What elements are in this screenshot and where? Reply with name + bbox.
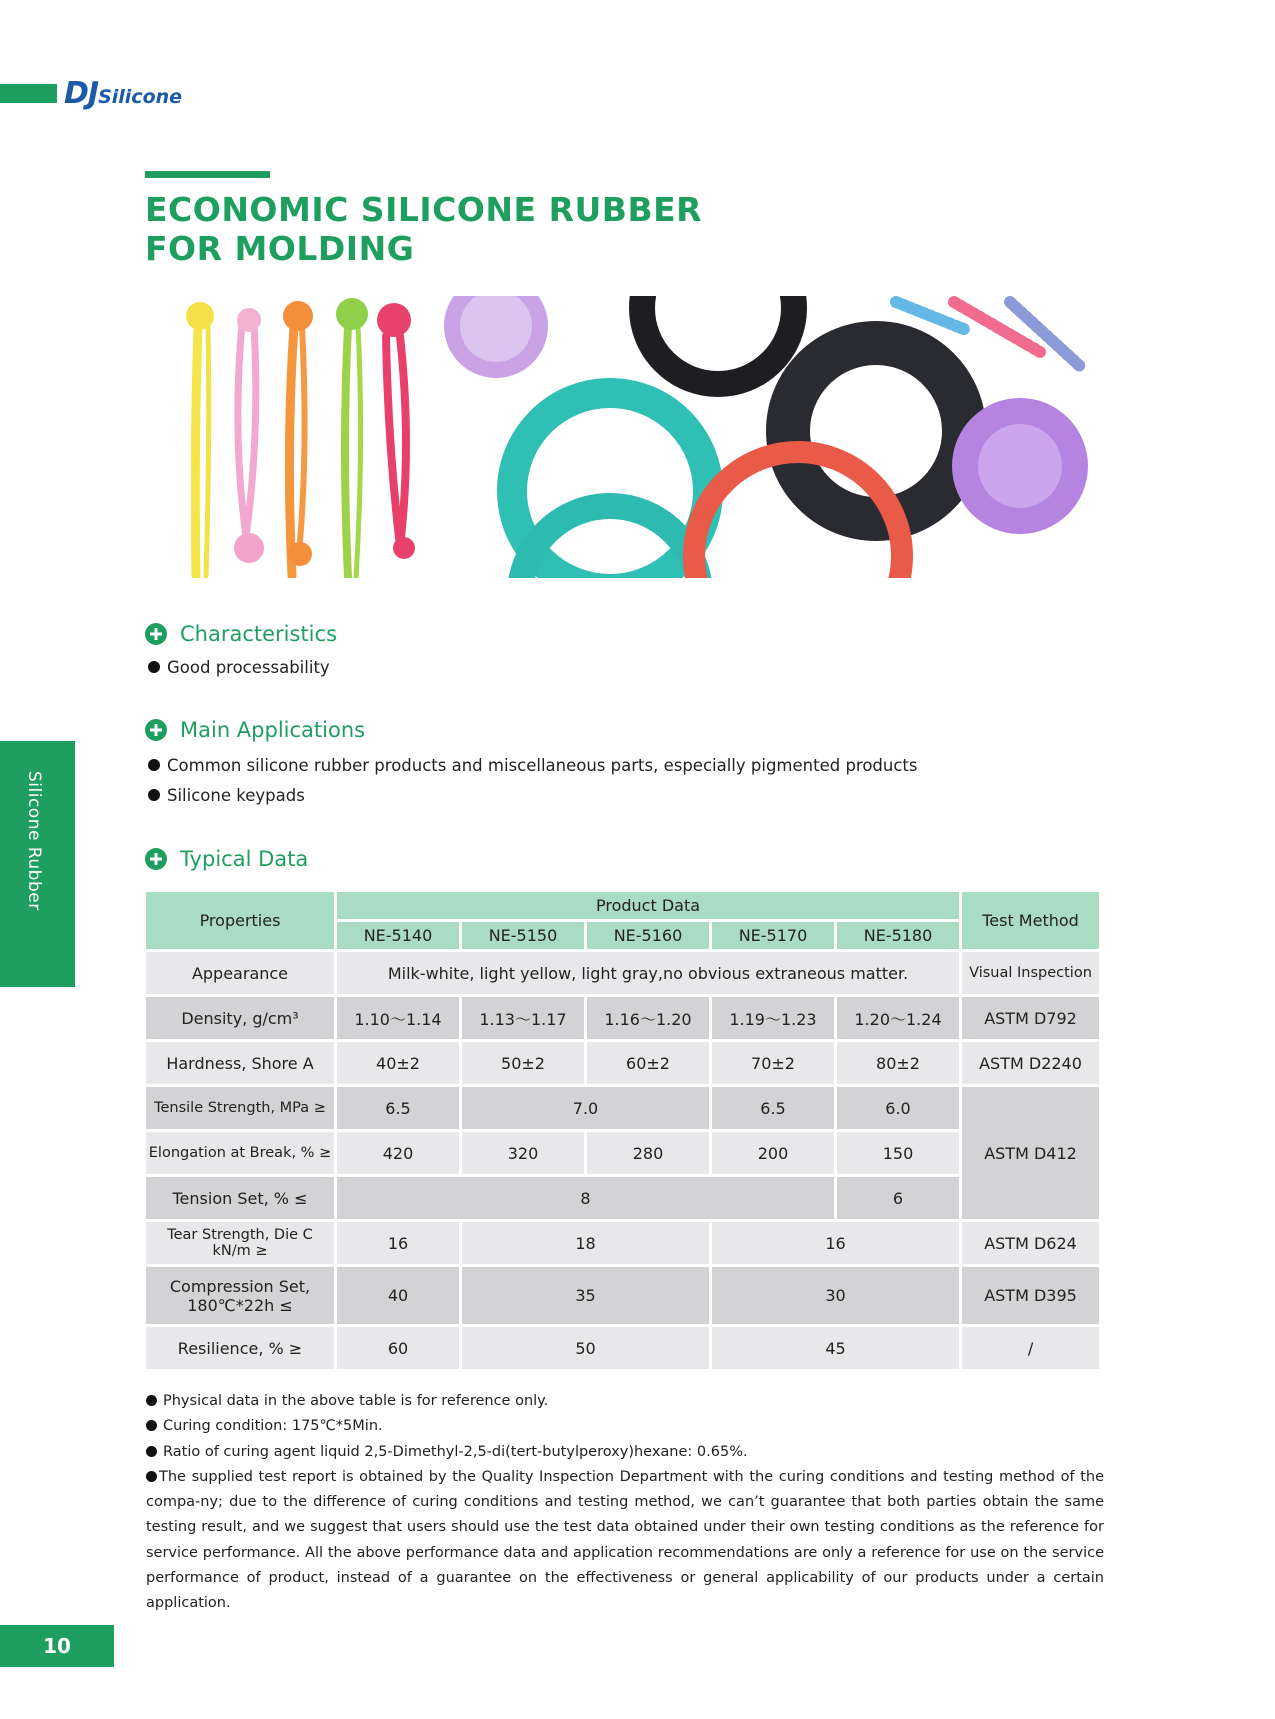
company-logo: DJSilicone (64, 76, 183, 111)
row-label: Tensile Strength, MPa ≥ (146, 1087, 334, 1129)
typical-data-heading: Typical Data (145, 847, 308, 871)
cell: 420 (337, 1132, 459, 1174)
table-row (146, 997, 1099, 1039)
cell: 40±2 (337, 1042, 459, 1084)
bullet-icon (146, 1395, 157, 1406)
row-label-line2: 180℃*22h ≤ (187, 1295, 293, 1315)
cell-method: / (962, 1327, 1099, 1369)
cell: 8 (337, 1177, 834, 1219)
list-item: Good processability (148, 652, 330, 682)
cell: 70±2 (712, 1042, 834, 1084)
row-label (146, 1267, 334, 1324)
cell-method: ASTM D2240 (962, 1042, 1099, 1084)
cell: 1.19～1.23 (712, 997, 834, 1039)
page-title-line2: FOR MOLDING (145, 229, 415, 268)
header-test-method: Test Method (962, 892, 1099, 949)
cell: 1.20～1.24 (837, 997, 959, 1039)
cell: 6.5 (712, 1087, 834, 1129)
header-product: NE-5140 (337, 922, 459, 949)
cell: 320 (462, 1132, 584, 1174)
cell: 16 (337, 1222, 459, 1264)
row-label: Tension Set, % ≤ (146, 1177, 334, 1219)
cell: 200 (712, 1132, 834, 1174)
cell-method: ASTM D624 (962, 1222, 1099, 1264)
cell-method: ASTM D395 (962, 1267, 1099, 1324)
notes (146, 1389, 1104, 1617)
cell: 150 (837, 1132, 959, 1174)
table-row (146, 1267, 1099, 1324)
header-product: NE-5170 (712, 922, 834, 949)
cell: 45 (712, 1327, 959, 1369)
page-title-line1: ECONOMIC SILICONE RUBBER (145, 190, 703, 229)
row-label: Hardness, Shore A (146, 1042, 334, 1084)
row-label: Elongation at Break, % ≥ (146, 1132, 334, 1174)
cell: 50±2 (462, 1042, 584, 1084)
page-title (145, 190, 702, 268)
cell: 16 (712, 1222, 959, 1264)
table-row (146, 952, 1099, 994)
plus-circle-icon (145, 719, 167, 741)
applications-heading: Main Applications (145, 718, 365, 742)
brand-bar (0, 84, 57, 103)
product-photo (176, 296, 1101, 578)
cell: 60 (337, 1327, 459, 1369)
title-rule (145, 171, 270, 178)
table-row (146, 1087, 1099, 1129)
row-label: Density, g/cm³ (146, 997, 334, 1039)
note: Physical data in the above table is for reference only. (146, 1389, 1104, 1414)
cell: 6 (837, 1177, 959, 1219)
note: Ratio of curing agent liquid 2,5-Dimethyl-2,5-di(tert-butylperoxy)hexane: 0.65%. (146, 1440, 1104, 1465)
row-label: Appearance (146, 952, 334, 994)
cell-method: ASTM D412 (962, 1087, 1099, 1219)
cell: 50 (462, 1327, 709, 1369)
header-product-data: Product Data (337, 892, 959, 919)
plus-circle-icon (145, 623, 167, 645)
cell: 35 (462, 1267, 709, 1324)
applications-list (148, 750, 918, 810)
table-row (146, 1222, 1099, 1264)
cell: 7.0 (462, 1087, 709, 1129)
page-number: 10 (0, 1625, 114, 1667)
list-item: Silicone keypads (148, 780, 918, 810)
cell: 1.10～1.14 (337, 997, 459, 1039)
row-label: Resilience, % ≥ (146, 1327, 334, 1369)
characteristics-heading: Characteristics (145, 622, 337, 646)
bullet-icon (146, 1420, 157, 1431)
cell: 40 (337, 1267, 459, 1324)
header-product: NE-5150 (462, 922, 584, 949)
cell: 18 (462, 1222, 709, 1264)
bullet-icon (146, 1446, 157, 1457)
cell: 1.16～1.20 (587, 997, 709, 1039)
plus-circle-icon (145, 848, 167, 870)
table-row (146, 1042, 1099, 1084)
table-row (146, 1132, 1099, 1174)
cell: 30 (712, 1267, 959, 1324)
cell: 60±2 (587, 1042, 709, 1084)
cell: 280 (587, 1132, 709, 1174)
characteristics-list (148, 652, 330, 682)
cell: 1.13～1.17 (462, 997, 584, 1039)
note: Curing condition: 175℃*5Min. (146, 1414, 1104, 1439)
cell: 6.5 (337, 1087, 459, 1129)
typical-data-table (143, 889, 1102, 1372)
cell: 80±2 (837, 1042, 959, 1084)
row-label-line1: Compression Set, (169, 1276, 311, 1296)
header-product: NE-5180 (837, 922, 959, 949)
header-product: NE-5160 (587, 922, 709, 949)
list-item: Common silicone rubber products and miscellaneous parts, especially pigmented products (148, 750, 918, 780)
note: The supplied test report is obtained by the Quality Inspection Department with the curing conditions and testing method of the compa-ny; due to the difference of curing conditions and testing method, we can’t guarantee that both parties obtain the same testing result, and we suggest that users should use the test data obtained under their own testing conditions as the reference for service performance. All the above performance data and application recommendations are only a reference for use on the service performance of product, instead of a guarantee on the effectiveness or general applicability of our products under a certain application. (146, 1468, 1104, 1612)
cell: Milk-white, light yellow, light gray,no obvious extraneous matter. (337, 952, 959, 994)
table-row (146, 1177, 1099, 1219)
cell-method: Visual Inspection (962, 952, 1099, 994)
table-row (146, 1327, 1099, 1369)
row-label: Tear Strength, Die C kN/m ≥ (146, 1222, 334, 1264)
header-properties: Properties (146, 892, 334, 949)
cell: 6.0 (837, 1087, 959, 1129)
side-tab-label: Silicone Rubber (24, 771, 44, 911)
cell-method: ASTM D792 (962, 997, 1099, 1039)
bullet-icon (146, 1471, 157, 1482)
side-tab (0, 741, 75, 987)
